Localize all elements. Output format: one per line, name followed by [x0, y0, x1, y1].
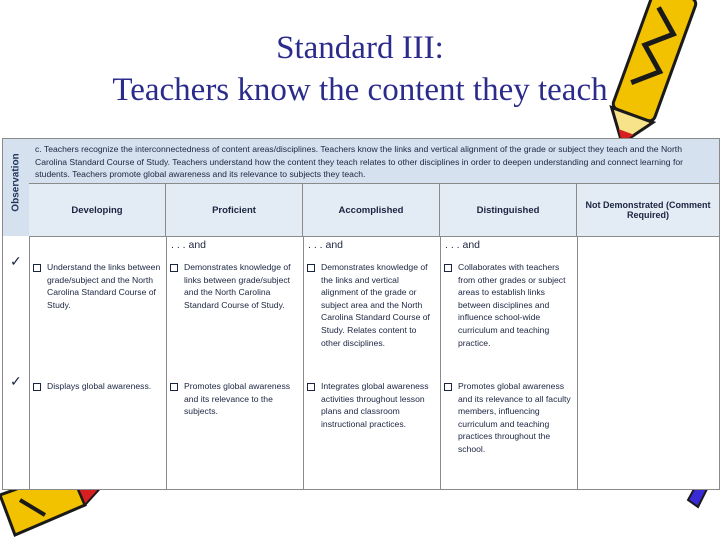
column-divider	[303, 236, 304, 489]
column-header-row	[29, 184, 719, 237]
slide-title-line2: Teachers know the content they teach	[112, 72, 608, 108]
column-header-not-demonstrated: Not Demonstrated (Comment Required)	[585, 200, 711, 220]
column-header-proficient: Proficient	[166, 184, 303, 236]
checkmark-icon: ✓	[10, 373, 22, 389]
column-header-developing: Developing	[29, 184, 166, 236]
checkbox-icon[interactable]	[307, 383, 315, 391]
checkbox-icon[interactable]	[33, 264, 41, 272]
and-label: . . . and	[445, 239, 481, 251]
checkbox-icon[interactable]	[170, 383, 178, 391]
checkbox-icon[interactable]	[307, 264, 315, 272]
rubric-cell: Displays global awareness.	[33, 380, 161, 393]
checkmark-icon: ✓	[10, 253, 22, 269]
observation-column	[3, 139, 30, 236]
column-divider	[440, 236, 441, 489]
column-divider	[29, 236, 30, 489]
column-divider	[166, 236, 167, 489]
rubric-cell: Demonstrates knowledge of the links and vertical alignment of the grade or subject area and the North Carolina Standard Course of Study. Relates content to other disciplines.	[307, 261, 435, 349]
and-label: . . . and	[171, 239, 207, 251]
element-description-text: c. Teachers recognize the interconnectedness of content areas/disciplines. Teachers know the links and vertical alignment of the grade or subject they teach and the North Carolina Standard Course of Study. Teachers understand how the content they teach relates to other disciplines in order to deepen understanding and connect learning for students. Teachers promote global awareness and its relevance to subjects they teach.	[35, 144, 683, 179]
checkbox-icon[interactable]	[444, 383, 452, 391]
checkbox-icon[interactable]	[170, 264, 178, 272]
element-description	[29, 139, 719, 184]
checkbox-icon[interactable]	[444, 264, 452, 272]
rubric-panel	[2, 138, 720, 490]
column-divider	[577, 236, 578, 489]
column-header-distinguished: Distinguished	[440, 184, 577, 236]
rubric-cell: Understand the links between grade/subject and the North Carolina Standard Course of Study.	[33, 261, 161, 311]
slide-title-line1: Standard III:	[276, 30, 444, 66]
column-header-accomplished: Accomplished	[303, 184, 440, 236]
rubric-cell: Demonstrates knowledge of links between grade/subject and the North Carolina Standard Course of Study.	[170, 261, 298, 311]
checkbox-icon[interactable]	[33, 383, 41, 391]
rubric-cell: Integrates global awareness activities throughout lesson plans and classroom instructional practices.	[307, 380, 435, 430]
rubric-cell: Promotes global awareness and its relevance to all faculty members, influencing curriculum and teaching practices throughout the school.	[444, 380, 572, 456]
rubric-cell: Collaborates with teachers from other grades or subject areas to establish links between disciplines and influence school-wide curriculum and teaching practice.	[444, 261, 572, 349]
and-label: . . . and	[308, 239, 344, 251]
rubric-cell: Promotes global awareness and its relevance to the subjects.	[170, 380, 298, 418]
observation-label: Observation	[10, 153, 22, 212]
